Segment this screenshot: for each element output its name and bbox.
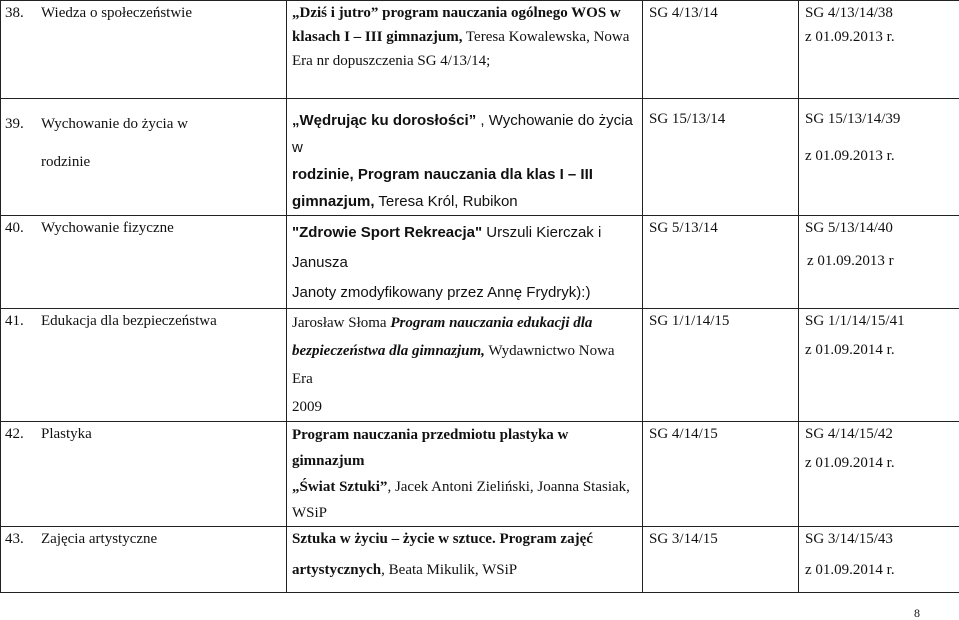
row-number: 40. — [5, 220, 24, 236]
subject-name-cont: rodzinie — [41, 154, 91, 170]
program-cell — [287, 99, 643, 216]
program-publisher: Wydawnictwo Nowa Era — [292, 343, 615, 387]
code-cell — [643, 216, 799, 309]
registration-number: SG 1/1/14/15/41 — [805, 313, 905, 329]
subject-name: Edukacja dla bezpieczeństwa — [41, 313, 217, 329]
subject-name: Wychowanie fizyczne — [41, 220, 174, 236]
program-author: , Beata Mikulik, WSiP — [381, 562, 518, 578]
table-row — [1, 1, 959, 99]
row-number: 43. — [5, 531, 24, 547]
registration-number: SG 3/14/15/43 — [805, 531, 893, 547]
code-cell — [643, 309, 799, 422]
program-title-cont: artystycznych — [292, 562, 382, 578]
program-author-cont: Janoty zmodyfikowany przez Annę Frydryk):) — [292, 284, 591, 301]
program-title: Program nauczania edukacji dla — [390, 315, 593, 331]
subject-name: Plastyka — [41, 426, 92, 442]
subject-cell — [1, 309, 287, 422]
registration-cell — [799, 527, 959, 593]
program-subtitle: „Świat Sztuki” — [292, 479, 388, 495]
registration-date: z 01.09.2013 r. — [805, 148, 895, 164]
program-author: Teresa Kowalewska, Nowa — [462, 29, 630, 45]
page-number: 8 — [914, 606, 920, 620]
registration-cell — [799, 422, 959, 527]
registration-date: z 01.09.2013 r. — [805, 29, 895, 45]
program-title: Sztuka w życiu – życie w sztuce. Program zajęć — [292, 531, 593, 547]
program-cell — [287, 527, 643, 593]
row-number: 41. — [5, 313, 24, 329]
program-code: SG 5/13/14 — [649, 220, 718, 236]
registration-number: SG 4/14/15/42 — [805, 426, 893, 442]
program-author: , Jacek Antoni Zieliński, Joanna Stasiak, — [387, 479, 630, 495]
code-cell — [643, 99, 799, 216]
program-title: "Zdrowie Sport Rekreacja" — [292, 224, 483, 241]
subject-cell — [1, 99, 287, 216]
subject-cell — [1, 216, 287, 309]
program-code: SG 3/14/15 — [649, 531, 718, 547]
program-title-cont: bezpieczeństwa dla gimnazjum, — [292, 343, 485, 359]
program-code: SG 4/13/14 — [649, 5, 718, 21]
registration-number: SG 15/13/14/39 — [805, 111, 901, 127]
subject-name: Zajęcia artystyczne — [41, 531, 158, 547]
program-cell — [287, 422, 643, 527]
program-cell — [287, 216, 643, 309]
registration-cell — [799, 1, 959, 99]
registration-number: SG 5/13/14/40 — [805, 220, 893, 236]
program-author: Urszuli Kierczak i Janusza — [292, 224, 602, 271]
program-title: Program nauczania przedmiotu plastyka w gimnazjum — [292, 427, 569, 469]
subject-cell — [1, 422, 287, 527]
table-row — [1, 99, 959, 216]
program-year: 2009 — [292, 399, 322, 415]
program-cell — [287, 309, 643, 422]
registration-date: z 01.09.2014 r. — [805, 562, 895, 578]
program-publisher: Era nr dopuszczenia SG 4/13/14; — [292, 53, 491, 69]
program-author: Jarosław Słoma — [292, 315, 391, 331]
program-title: „Wędrując ku dorosłości” — [292, 112, 477, 129]
row-number: 38. — [5, 5, 24, 21]
registration-cell — [799, 99, 959, 216]
registration-date: z 01.09.2014 r. — [805, 455, 895, 471]
registration-date: z 01.09.2014 r. — [805, 342, 895, 358]
subject-name: Wychowanie do życia w — [41, 116, 188, 132]
program-code: SG 15/13/14 — [649, 111, 726, 127]
program-title-cont: rodzinie, Program nauczania dla klas I – III — [292, 166, 593, 183]
program-code: SG 4/14/15 — [649, 426, 718, 442]
table-row — [1, 527, 959, 593]
registration-cell — [799, 309, 959, 422]
code-cell — [643, 422, 799, 527]
row-number: 42. — [5, 426, 24, 442]
registration-number: SG 4/13/14/38 — [805, 5, 893, 21]
row-number: 39. — [5, 116, 24, 132]
table-row — [1, 422, 959, 527]
program-publisher: WSiP — [292, 505, 328, 521]
program-author: Teresa Król, Rubikon — [374, 193, 518, 210]
code-cell — [643, 1, 799, 99]
program-title-cont: klasach I – III gimnazjum, — [292, 29, 463, 45]
program-code: SG 1/1/14/15 — [649, 313, 730, 329]
registration-date: z 01.09.2013 r — [807, 253, 894, 269]
subject-name: Wiedza o społeczeństwie — [41, 5, 192, 21]
table-row — [1, 216, 959, 309]
program-title-end: gimnazjum, — [292, 193, 375, 210]
registration-cell — [799, 216, 959, 309]
code-cell — [643, 527, 799, 593]
program-cell — [287, 1, 643, 99]
program-title: „Dziś i jutro” program nauczania ogólnego WOS w — [292, 5, 621, 21]
subject-cell — [1, 527, 287, 593]
subject-cell — [1, 1, 287, 99]
program-subtitle: , Wychowanie do życia w — [292, 112, 633, 156]
table-row — [1, 309, 959, 422]
